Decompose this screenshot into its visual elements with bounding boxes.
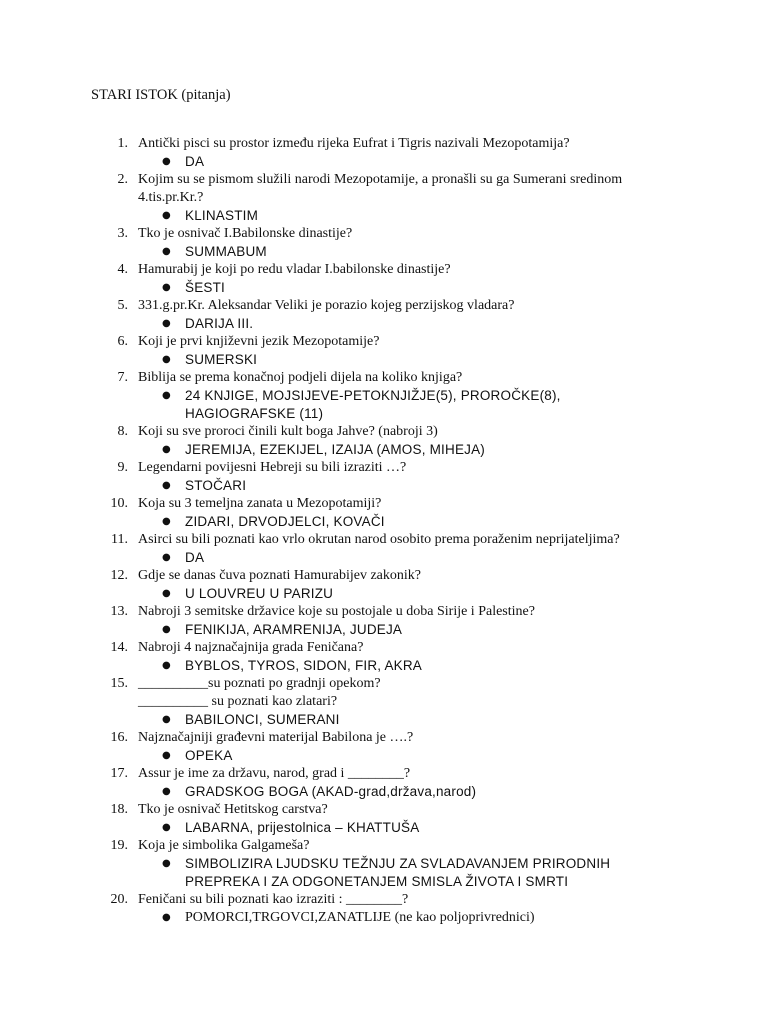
question-line: [0, 891, 768, 909]
question-text: Asirci su bili poznati kao vrlo okrutan narod osobito prema poraženim neprijateljima?: [138, 532, 620, 547]
question-line: [0, 639, 768, 657]
question-list: [0, 135, 768, 927]
question-number: 12.: [110, 568, 128, 583]
answer-line: JEREMIJA, EZEKIJEL, IZAIJA (AMOS, MIHEJA): [185, 442, 485, 457]
answer-line: DA: [185, 154, 205, 169]
answer-item: [0, 621, 768, 639]
answer-item: [0, 585, 768, 603]
answer-line: HAGIOGRAFSKE (11): [185, 406, 324, 421]
answer-item: [0, 909, 768, 927]
answer-line: GRADSKOG BOGA (AKAD-grad,država,narod): [185, 784, 477, 799]
answer-line: ZIDARI, DRVODJELCI, KOVAČI: [185, 514, 385, 529]
question-number: 18.: [110, 802, 128, 817]
question-line: [0, 675, 768, 693]
question-item: [0, 261, 768, 297]
question-text: Koja je simbolika Galgameša?: [138, 838, 310, 853]
answer-line: U LOUVREU U PARIZU: [185, 586, 334, 601]
answer-text: [185, 855, 625, 891]
bullet-icon: ●: [162, 246, 171, 257]
bullet-icon: ●: [162, 390, 171, 401]
bullet-icon: ●: [162, 516, 171, 527]
question-line: [0, 459, 768, 477]
question-text: Hamurabij je koji po redu vladar I.babilonske dinastije?: [138, 262, 451, 277]
question-text: Assur je ime za državu, narod, grad i ________?: [138, 766, 411, 781]
question-item: [0, 171, 768, 225]
answer-item: [0, 711, 768, 729]
bullet-icon: ●: [162, 822, 171, 833]
question-text-continuation: __________ su poznati kao zlatari?: [138, 694, 338, 709]
question-text: Tko je osnivač I.Babilonske dinastije?: [138, 226, 353, 241]
question-line: [0, 495, 768, 513]
question-item: [0, 531, 768, 567]
question-number: 3.: [117, 226, 128, 241]
answer-line: ŠESTI: [185, 280, 226, 295]
answer-item: [0, 783, 768, 801]
question-item: [0, 801, 768, 837]
answer-line: POMORCI,TRGOVCI,ZANATLIJE (ne kao poljoprivrednici): [185, 910, 535, 925]
question-item: [0, 423, 768, 459]
bullet-icon: ●: [162, 210, 171, 221]
question-number: 20.: [110, 892, 128, 907]
answer-text: [185, 477, 625, 495]
question-number: 10.: [110, 496, 128, 511]
answer-text: [185, 621, 625, 639]
question-item: [0, 729, 768, 765]
answer-line: SUMMABUM: [185, 244, 267, 259]
question-number: 19.: [110, 838, 128, 853]
question-item: [0, 495, 768, 531]
bullet-icon: ●: [162, 714, 171, 725]
answer-line: FENIKIJA, ARAMRENIJA, JUDEJA: [185, 622, 403, 637]
answer-item: [0, 747, 768, 765]
question-text: 331.g.pr.Kr. Aleksandar Veliki je porazio kojeg perzijskog vladara?: [138, 298, 515, 313]
question-text: Najznačajniji građevni materijal Babilona je ….?: [138, 730, 414, 745]
bullet-icon: ●: [162, 552, 171, 563]
answer-line: SUMERSKI: [185, 352, 258, 367]
answer-line: OPEKA: [185, 748, 233, 763]
question-line: [0, 261, 768, 279]
answer-text: [185, 585, 625, 603]
question-text: Biblija se prema konačnoj podjeli dijela na koliko knjiga?: [138, 370, 463, 385]
answer-item: [0, 387, 768, 423]
question-line: [0, 801, 768, 819]
answer-item: [0, 243, 768, 261]
answer-text: [185, 819, 625, 837]
bullet-icon: ●: [162, 156, 171, 167]
question-line: [0, 225, 768, 243]
question-number: 1.: [117, 136, 128, 151]
question-line: [0, 603, 768, 621]
question-line: [0, 729, 768, 747]
answer-text: [185, 513, 625, 531]
bullet-icon: ●: [162, 858, 171, 869]
answer-text: [185, 549, 625, 567]
answer-item: [0, 441, 768, 459]
answer-text: [185, 711, 625, 729]
question-text: Antički pisci su prostor između rijeka Eufrat i Tigris nazivali Mezopotamija?: [138, 136, 570, 151]
answer-text: [185, 387, 625, 423]
question-text: Koji su sve proroci činili kult boga Jahve? (nabroji 3): [138, 424, 438, 439]
question-text: Legendarni povijesni Hebreji su bili izraziti …?: [138, 460, 407, 475]
question-item: [0, 765, 768, 801]
question-item: [0, 567, 768, 603]
question-text: __________su poznati po gradnji opekom?: [138, 676, 381, 691]
question-line: [0, 171, 768, 189]
answer-text: [185, 747, 625, 765]
question-item: [0, 837, 768, 891]
answer-line: BABILONCI, SUMERANI: [185, 712, 340, 727]
answer-text: [185, 351, 625, 369]
answer-item: [0, 477, 768, 495]
answer-line: LABARNA, prijestolnica – KHATTUŠA: [185, 820, 420, 835]
question-line: [0, 423, 768, 441]
question-line: [0, 765, 768, 783]
question-text: Feničani su bili poznati kao izraziti : ________?: [138, 892, 409, 907]
question-item: [0, 891, 768, 927]
answer-item: [0, 657, 768, 675]
question-number: 11.: [111, 532, 128, 547]
question-line: [0, 531, 768, 549]
question-text: Koji je prvi književni jezik Mezopotamije?: [138, 334, 380, 349]
answer-item: [0, 279, 768, 297]
answer-text: [185, 657, 625, 675]
question-item: [0, 297, 768, 333]
question-number: 15.: [110, 676, 128, 691]
question-item: [0, 333, 768, 369]
question-item: [0, 639, 768, 675]
bullet-icon: ●: [162, 786, 171, 797]
question-line: [0, 297, 768, 315]
question-number: 17.: [110, 766, 128, 781]
question-number: 2.: [117, 172, 128, 187]
question-item: [0, 459, 768, 495]
bullet-icon: ●: [162, 660, 171, 671]
question-text: Nabroji 4 najznačajnija grada Feničana?: [138, 640, 364, 655]
answer-text: [185, 279, 625, 297]
answer-line: BYBLOS, TYROS, SIDON, FIR, AKRA: [185, 658, 423, 673]
answer-item: [0, 549, 768, 567]
question-item: [0, 603, 768, 639]
answer-text: [185, 909, 625, 927]
question-line: [0, 333, 768, 351]
question-text: Gdje se danas čuva poznati Hamurabijev zakonik?: [138, 568, 422, 583]
question-number: 4.: [117, 262, 128, 277]
question-number: 9.: [117, 460, 128, 475]
answer-item: [0, 855, 768, 891]
answer-item: [0, 315, 768, 333]
question-line: [0, 369, 768, 387]
answer-line: DARIJA III.: [185, 316, 254, 331]
answer-item: [0, 513, 768, 531]
bullet-icon: ●: [162, 480, 171, 491]
question-item: [0, 135, 768, 171]
answer-item: [0, 351, 768, 369]
question-number: 14.: [110, 640, 128, 655]
answer-item: [0, 819, 768, 837]
answer-item: [0, 153, 768, 171]
question-item: [0, 675, 768, 729]
bullet-icon: ●: [162, 444, 171, 455]
bullet-icon: ●: [162, 624, 171, 635]
question-number: 7.: [117, 370, 128, 385]
question-text: Kojim su se pismom služili narodi Mezopotamije, a pronašli su ga Sumerani sredinom: [138, 172, 623, 187]
answer-line: PREPREKA I ZA ODGONETANJEM SMISLA ŽIVOTA I SMRTI: [185, 874, 569, 889]
answer-text: [185, 153, 625, 171]
question-text-continuation: 4.tis.pr.Kr.?: [138, 190, 204, 205]
bullet-icon: ●: [162, 750, 171, 761]
answer-line: SIMBOLIZIRA LJUDSKU TEŽNJU ZA SVLADAVANJEM PRIRODNIH: [185, 856, 611, 871]
question-line: [0, 837, 768, 855]
question-number: 8.: [117, 424, 128, 439]
answer-line: KLINASTIM: [185, 208, 259, 223]
question-number: 16.: [110, 730, 128, 745]
answer-text: [185, 441, 625, 459]
answer-item: [0, 207, 768, 225]
document-title: STARI ISTOK (pitanja): [91, 87, 231, 103]
answer-text: [185, 243, 625, 261]
answer-line: DA: [185, 550, 205, 565]
question-text: Koja su 3 temeljna zanata u Mezopotamiji?: [138, 496, 382, 511]
question-item: [0, 369, 768, 423]
answer-line: 24 KNJIGE, MOJSIJEVE-PETOKNJIŽJE(5), PROROČKE(8),: [185, 388, 561, 403]
answer-text: [185, 207, 625, 225]
answer-line: STOČARI: [185, 478, 247, 493]
question-number: 6.: [117, 334, 128, 349]
answer-text: [185, 315, 625, 333]
question-item: [0, 225, 768, 261]
bullet-icon: ●: [162, 282, 171, 293]
question-line: [0, 135, 768, 153]
question-text: Tko je osnivač Hetitskog carstva?: [138, 802, 328, 817]
question-text: Nabroji 3 semitske državice koje su postojale u doba Sirije i Palestine?: [138, 604, 535, 619]
question-number: 5.: [117, 298, 128, 313]
bullet-icon: ●: [162, 318, 171, 329]
bullet-icon: ●: [162, 588, 171, 599]
bullet-icon: ●: [162, 912, 171, 923]
answer-text: [185, 783, 625, 801]
question-line: [0, 567, 768, 585]
question-number: 13.: [110, 604, 128, 619]
bullet-icon: ●: [162, 354, 171, 365]
